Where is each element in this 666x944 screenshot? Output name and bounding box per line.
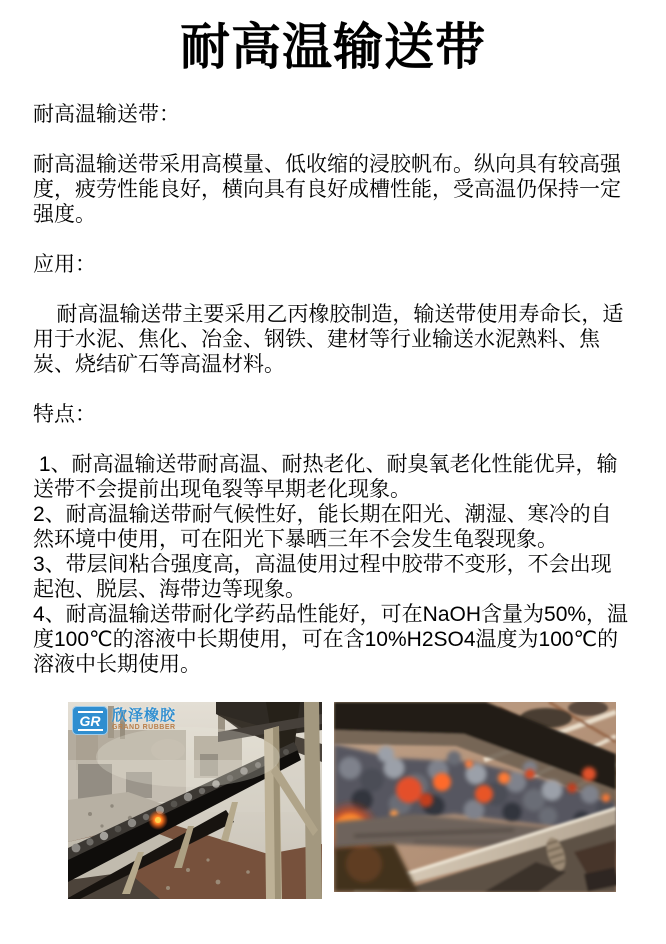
feature-item-1: 1、耐高温输送带耐高温、耐热老化、耐臭氧老化性能优异，输送带不会提前出现龟裂等早期老化现象。 [33, 453, 618, 501]
brand-name-en: GRAND RUBBER [112, 724, 176, 731]
feature-item-3: 3、带层间粘合强度高，高温使用过程中胶带不变形，不会出现起泡、脱层、海带边等现象。 [33, 553, 612, 601]
brand-logo-icon [72, 706, 108, 735]
features-list [33, 452, 632, 677]
features-heading: 特点： [33, 403, 96, 426]
page-title: 耐高温输送带 [180, 19, 486, 75]
hot-sinter-belt-photo [334, 702, 616, 892]
feature-item-2: 2、耐高温输送带耐气候性好，能长期在阳光、潮湿、寒冷的自然环境中使用，可在阳光下暴晒三年不会发生龟裂现象。 [33, 503, 612, 551]
description-body [0, 102, 666, 677]
photo-gallery [68, 702, 666, 899]
hot-sinter-belt-illustration [334, 702, 616, 892]
intro-paragraph: 耐高温输送带采用高模量、低收缩的浸胶帆布。纵向具有较高强度，疲劳性能良好，横向具有良好成槽性能，受高温仍保持一定强度。 [33, 153, 621, 226]
brand-logo [72, 706, 176, 735]
brand-name-cn: 欣泽橡胶 [112, 707, 177, 724]
feature-item-4: 4、耐高温输送带耐化学药品性能好，可在NaOH含量为50%，温度100℃的溶液中长期使用，可在含10%H2SO4温度为100℃的溶液中长期使用。 [33, 603, 629, 676]
application-paragraph: 耐高温输送带主要采用乙丙橡胶制造，输送带使用寿命长，适用于水泥、焦化、冶金、钢铁、建材等行业输送水泥熟料、焦炭、烧结矿石等高温材料。 [33, 303, 624, 376]
brand-text [112, 708, 176, 732]
cement-plant-conveyor-photo [68, 702, 322, 899]
application-heading: 应用： [33, 253, 96, 276]
intro-heading: 耐高温输送带： [33, 103, 180, 126]
product-description-page [0, 14, 666, 944]
brand-monogram: GR [79, 712, 101, 729]
